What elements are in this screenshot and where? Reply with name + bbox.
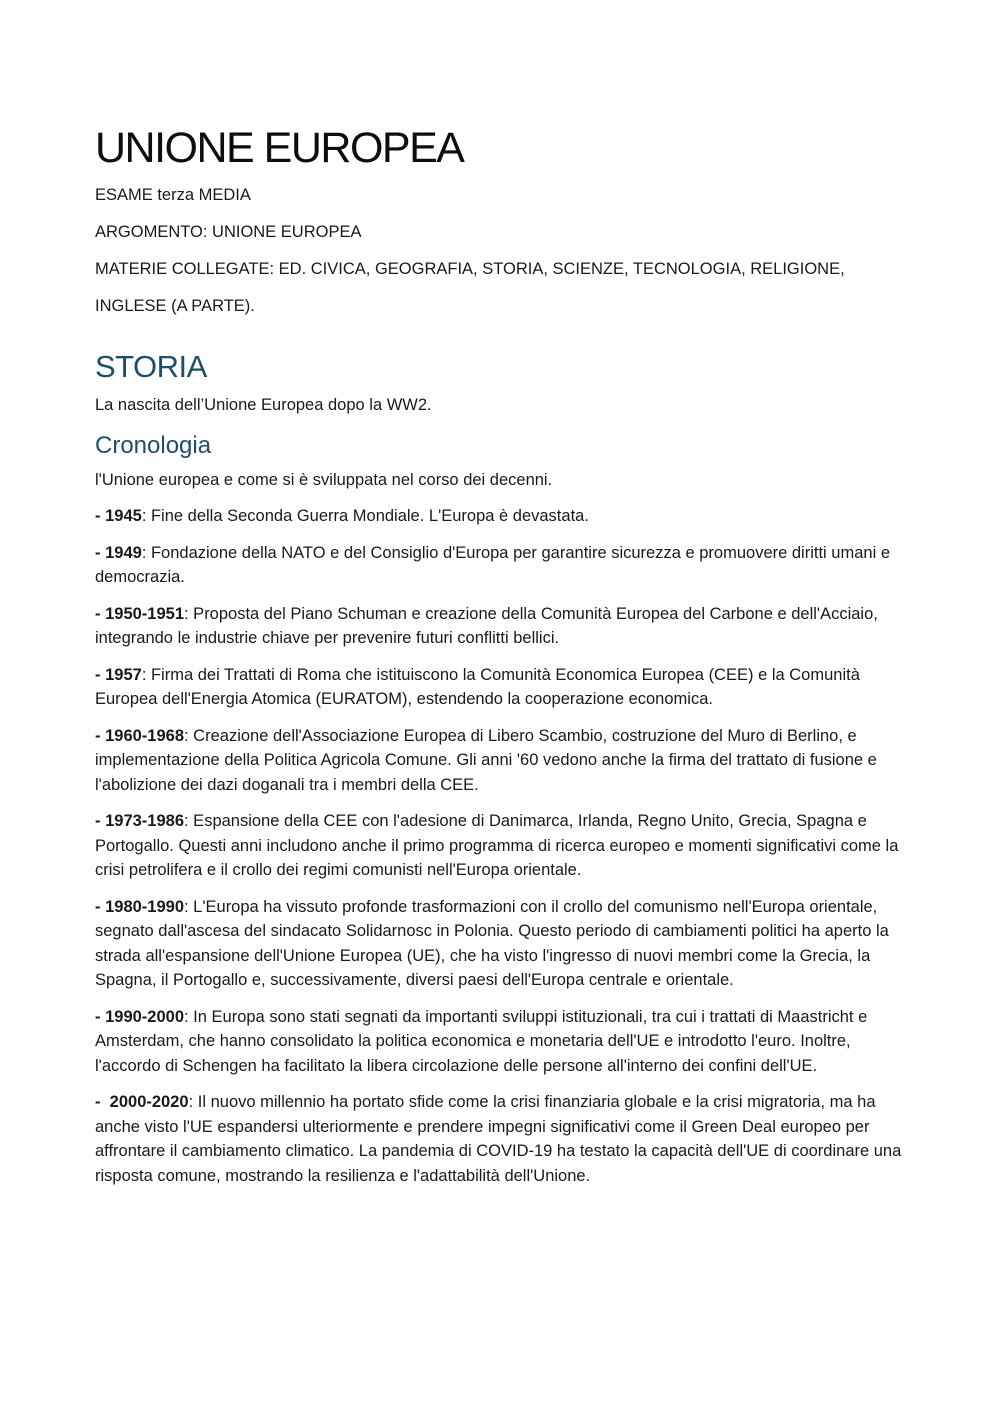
timeline-entry <box>95 724 910 798</box>
meta-line: MATERIE COLLEGATE: ED. CIVICA, GEOGRAFIA, STORIA, SCIENZE, TECNOLOGIA, RELIGIONE, <box>95 260 845 278</box>
meta-line: ARGOMENTO: UNIONE EUROPEA <box>95 223 362 241</box>
entry-prefix: - <box>95 812 106 830</box>
entry-prefix: - <box>95 507 106 525</box>
subsection-heading: Cronologia <box>95 431 212 459</box>
timeline-entry <box>95 895 910 993</box>
entry-prefix: - <box>95 726 106 745</box>
meta-line: ESAME terza MEDIA <box>95 186 251 204</box>
chronology-intro: l'Unione europea e come si è sviluppata nel corso dei decenni. <box>95 470 553 489</box>
entry-text: : Firma dei Trattati di Roma che istituiscono la Comunità Economica Europea (CEE) e la Comunità Europea dell'Energia Atomica (EURATOM), estendendo la cooperazione economica. <box>95 665 860 708</box>
entry-prefix: - <box>95 1093 110 1111</box>
entry-prefix: - <box>95 665 106 684</box>
document-content <box>95 118 910 1200</box>
entry-years: 2000-2020 <box>109 1093 189 1111</box>
entry-text: : Il nuovo millennio ha portato sfide come la crisi finanziaria globale e la crisi migratoria, ma ha anche visto l'UE espandersi ulteriormente e prendere impegni significativi come il Green Deal europeo per affrontare il cambiamento climatico. La pandemia di COVID-19 ha testato la capacità dell'UE di coordinare una risposta comune, mostrando la resilienza e l'adattabilità dell'Unione. <box>95 1093 902 1185</box>
entry-years: 1950-1951 <box>105 604 185 623</box>
entry-text: : Creazione dell'Associazione Europea di Libero Scambio, costruzione del Muro di Berlino, e implementazione della Politica Agricola Comune. Gli anni '60 vedono anche la firma del trattato di fusione e l'abolizione dei dazi doganali tra i membri della CEE. <box>95 726 877 794</box>
section-heading: STORIA <box>95 349 207 384</box>
meta-line: INGLESE (A PARTE). <box>95 297 255 315</box>
entry-prefix: - <box>95 543 106 562</box>
timeline-entry <box>95 1005 910 1079</box>
entry-years: 1980-1990 <box>105 897 185 916</box>
timeline-entry <box>95 1090 910 1188</box>
entry-years: 1960-1968 <box>105 726 185 745</box>
document-title: UNIONE EUROPEA <box>95 124 464 172</box>
timeline-entry <box>95 663 910 712</box>
entry-years: 1973-1986 <box>105 812 185 830</box>
entry-years: 1945 <box>105 507 142 525</box>
timeline-entry <box>95 602 910 651</box>
entry-text: : In Europa sono stati segnati da importanti sviluppi istituzionali, tra cui i trattati di Maastricht e Amsterdam, che hanno consolidato la politica economica e monetaria dell'UE e introdotto l'euro. Inoltre, l'accordo di Schengen ha facilitato la libera circolazione delle persone all'interno dei confini dell'UE. <box>95 1007 868 1075</box>
entry-text: : L'Europa ha vissuto profonde trasformazioni con il crollo del comunismo nell'Europa orientale, segnato dall'ascesa del sindacato Solidarnosc in Polonia. Questo periodo di cambiamenti politici ha aperto la strada all'espansione dell'Unione Europea (UE), che ha visto l'ingresso di nuovi membri come la Grecia, la Spagna, il Portogallo e, successivamente, diversi paesi dell'Europa centrale e orientale. <box>95 897 889 989</box>
entry-years: 1990-2000 <box>105 1007 185 1026</box>
section-intro: La nascita dell’Unione Europea dopo la WW2. <box>95 396 432 414</box>
entry-prefix: - <box>95 604 106 623</box>
timeline-entry <box>95 809 910 883</box>
entry-text: : Fondazione della NATO e del Consiglio d'Europa per garantire sicurezza e promuovere diritti umani e democrazia. <box>95 543 890 586</box>
entry-text: : Proposta del Piano Schuman e creazione della Comunità Europea del Carbone e dell'Acciaio, integrando le industrie chiave per prevenire futuri conflitti bellici. <box>95 604 878 647</box>
entry-prefix: - <box>95 1007 106 1026</box>
entry-years: 1949 <box>105 543 142 562</box>
entry-prefix: - <box>95 897 106 916</box>
timeline-entry <box>95 504 910 529</box>
entry-text: : Espansione della CEE con l'adesione di Danimarca, Irlanda, Regno Unito, Grecia, Spagna e Portogallo. Questi anni includono anche il primo programma di ricerca europeo e momenti significativi come la crisi petrolifera e il crollo dei regimi comunisti nell'Europa orientale. <box>95 812 899 879</box>
entry-text: : Fine della Seconda Guerra Mondiale. L'Europa è devastata. <box>141 507 589 525</box>
entry-years: 1957 <box>105 665 142 684</box>
timeline-entry <box>95 541 910 590</box>
